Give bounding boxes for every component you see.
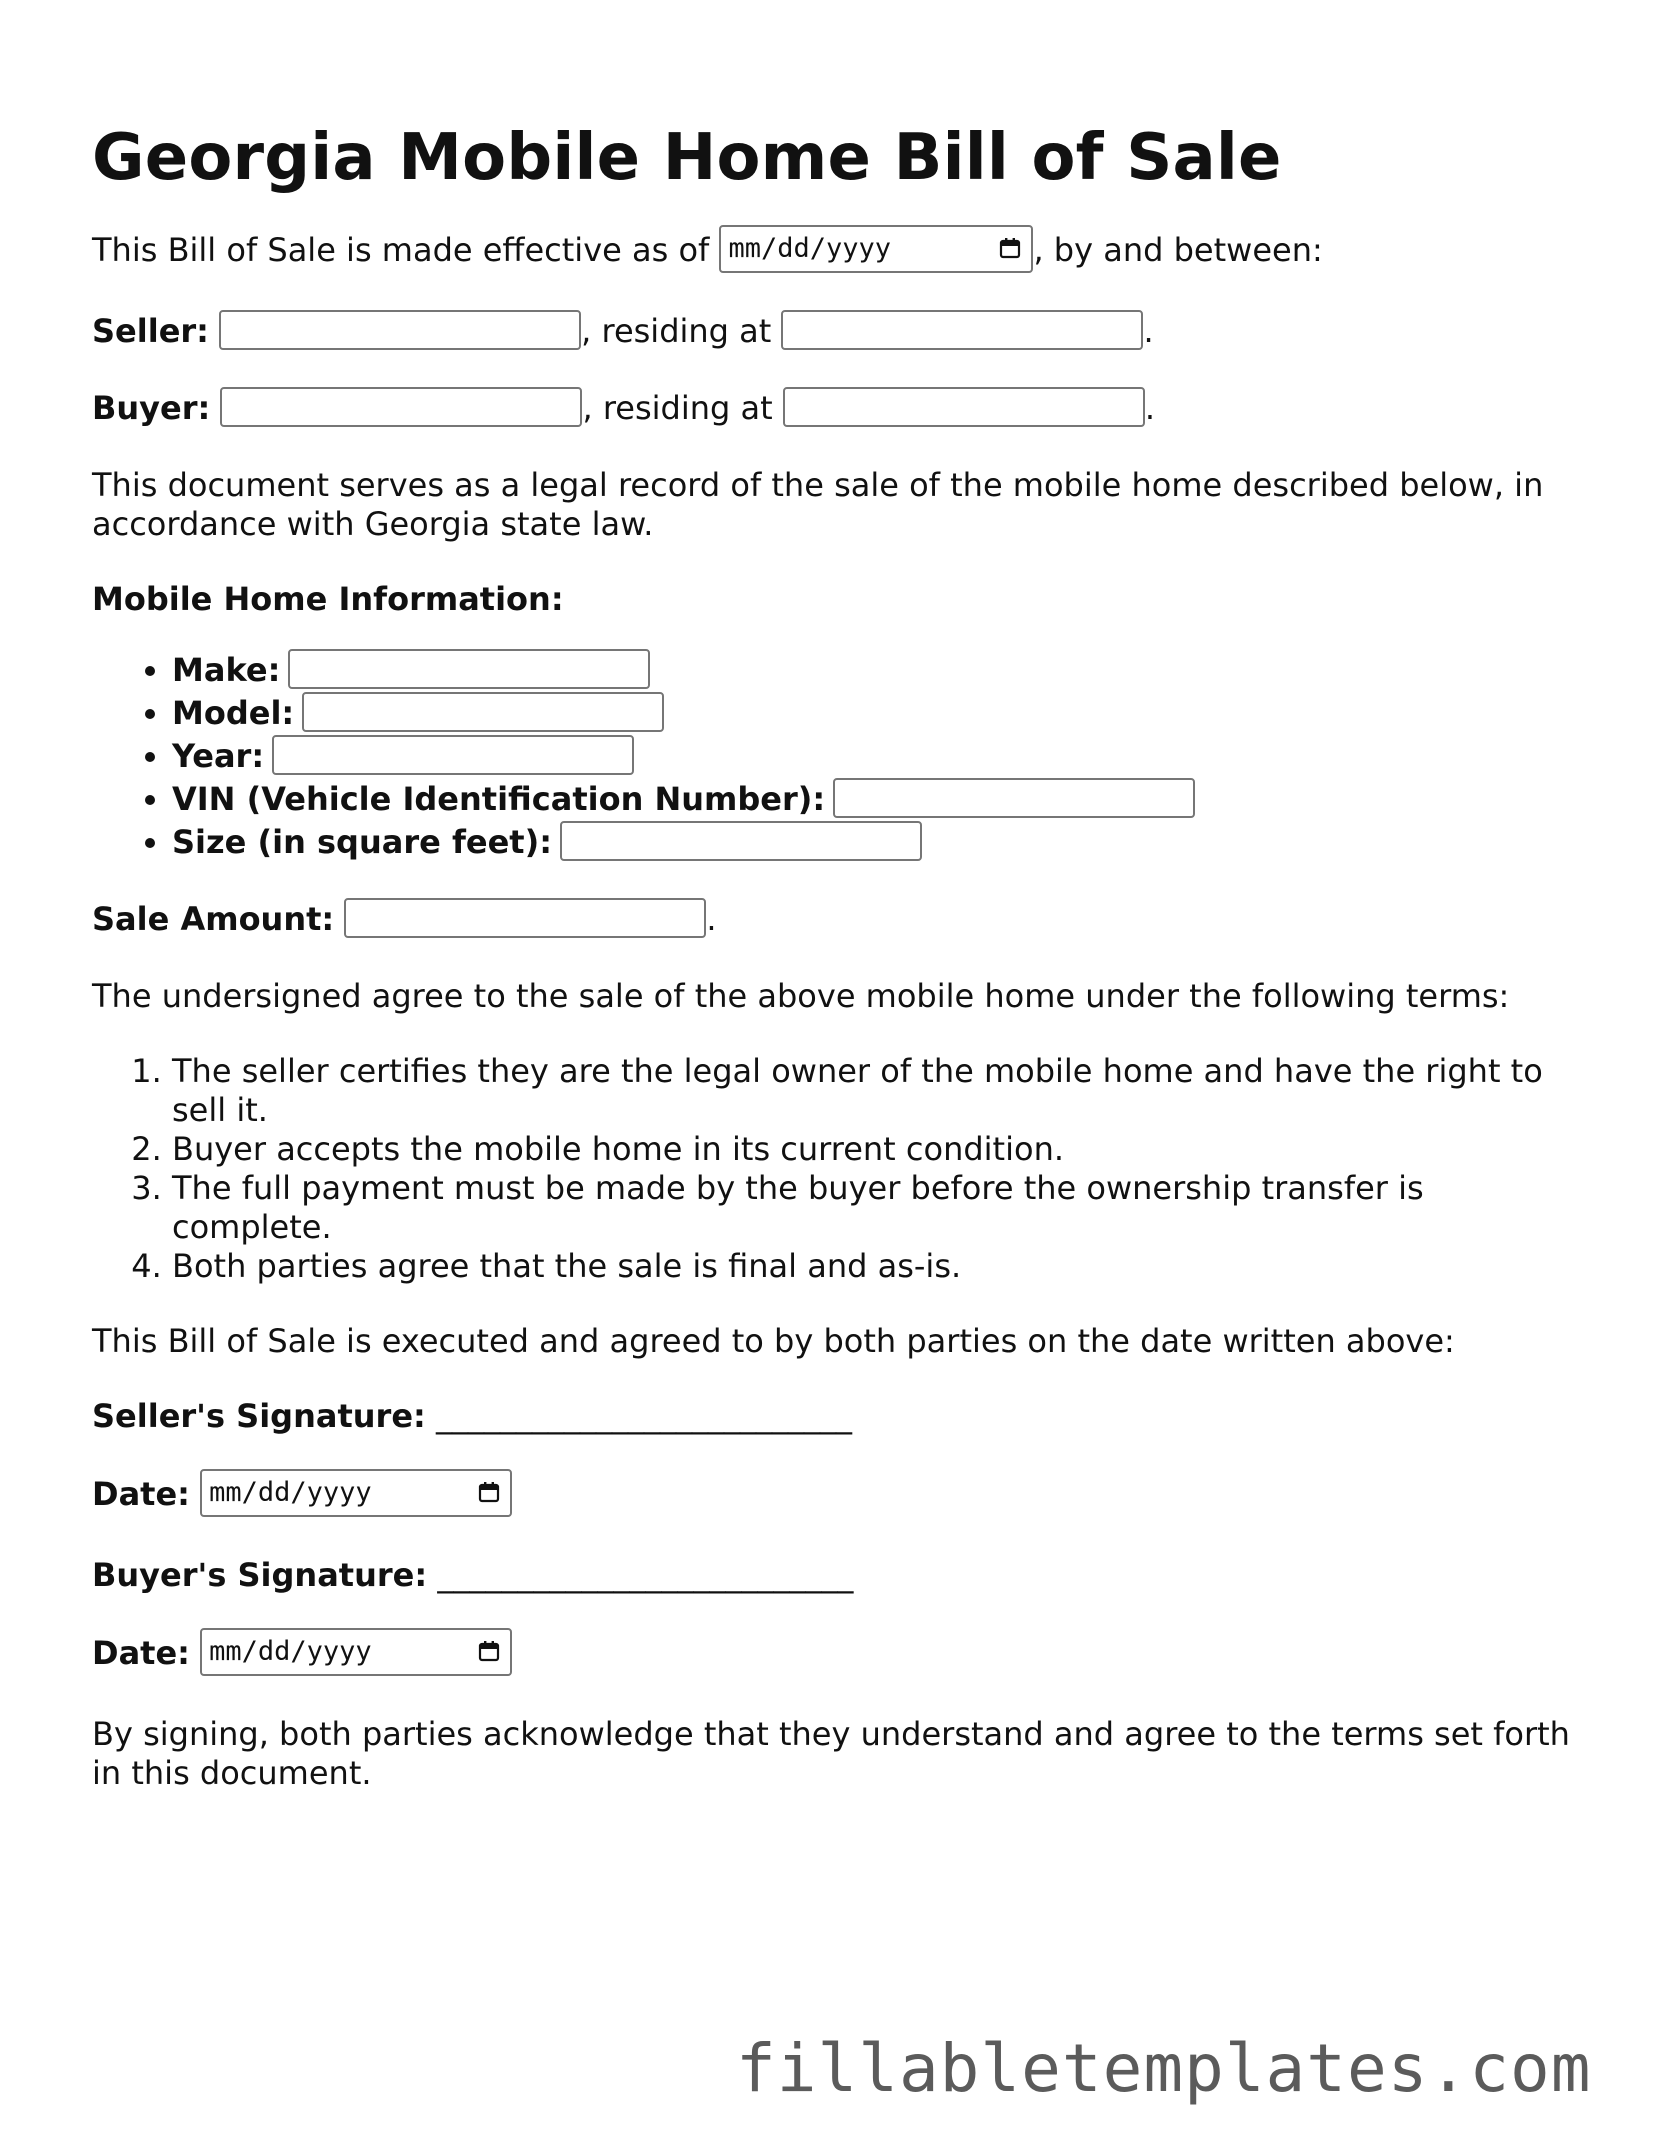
mobile-home-info-list <box>92 649 1592 864</box>
seller-signature-blank[interactable]: __________________________ <box>435 1397 852 1435</box>
calendar-icon[interactable] <box>999 237 1021 259</box>
sale-amount-label: Sale Amount: <box>92 900 335 938</box>
vin-input[interactable] <box>833 778 1195 818</box>
effective-date-placeholder: mm/dd/yyyy <box>728 233 892 264</box>
buyer-line <box>92 389 1592 430</box>
buyer-name-input[interactable] <box>220 387 582 427</box>
buyer-date-placeholder: mm/dd/yyyy <box>209 1636 372 1667</box>
seller-signature-line <box>92 1397 1592 1436</box>
seller-date-input[interactable] <box>200 1469 512 1517</box>
closing-paragraph: By signing, both parties acknowledge that they understand and agree to the terms set forth in this document. <box>92 1715 1570 1792</box>
effective-date-suffix: , by and between: <box>1033 231 1323 269</box>
seller-name-input[interactable] <box>219 310 581 350</box>
effective-date-prefix: This Bill of Sale is made effective as of <box>92 231 710 269</box>
list-item: 2. Buyer accepts the mobile home in its current condition. <box>172 1130 1592 1169</box>
terms-list <box>92 1052 1592 1286</box>
seller-line <box>92 312 1592 353</box>
seller-address-input[interactable] <box>781 310 1143 350</box>
calendar-icon[interactable] <box>478 1481 500 1503</box>
size-label: Size (in square feet): <box>172 823 552 861</box>
list-item <box>172 649 1592 692</box>
seller-date-line <box>92 1472 1592 1520</box>
buyer-address-input[interactable] <box>783 387 1145 427</box>
buyer-end-punct: . <box>1144 389 1155 427</box>
list-item <box>172 821 1592 864</box>
watermark: fillabletemplates.com <box>736 2030 1592 2107</box>
effective-date-input[interactable] <box>719 225 1033 273</box>
list-item <box>172 735 1592 778</box>
make-label: Make: <box>172 651 281 689</box>
sale-amount-end-punct: . <box>706 900 717 938</box>
buyer-signature-label: Buyer's Signature: <box>92 1556 428 1594</box>
list-item <box>172 778 1592 821</box>
seller-date-label: Date: <box>92 1475 190 1513</box>
buyer-date-input[interactable] <box>200 1628 512 1676</box>
model-input[interactable] <box>302 692 664 732</box>
make-input[interactable] <box>288 649 650 689</box>
buyer-residing-text: , residing at <box>582 389 773 427</box>
size-input[interactable] <box>560 821 922 861</box>
vin-label: VIN (Vehicle Identification Number): <box>172 780 826 818</box>
page-title: Georgia Mobile Home Bill of Sale <box>92 121 1282 195</box>
effective-date-line <box>92 228 1592 276</box>
buyer-date-line <box>92 1631 1592 1679</box>
seller-residing-text: , residing at <box>581 312 772 350</box>
mobile-home-heading-line <box>92 580 1592 619</box>
buyer-signature-line <box>92 1556 1592 1595</box>
seller-end-punct: . <box>1143 312 1154 350</box>
model-label: Model: <box>172 694 295 732</box>
mobile-home-heading: Mobile Home Information: <box>92 580 564 618</box>
description-paragraph: This document serves as a legal record of the sale of the mobile home described below, in accordance with Georgia state law. <box>92 466 1544 543</box>
list-item: 1. The seller certifies they are the legal owner of the mobile home and have the right to sell it. <box>172 1052 1592 1130</box>
year-input[interactable] <box>272 735 634 775</box>
seller-date-placeholder: mm/dd/yyyy <box>209 1477 372 1508</box>
terms-intro: The undersigned agree to the sale of the above mobile home under the following terms: <box>92 977 1510 1015</box>
document-page <box>92 118 1592 1829</box>
calendar-icon[interactable] <box>478 1640 500 1662</box>
seller-label: Seller: <box>92 312 209 350</box>
buyer-label: Buyer: <box>92 389 211 427</box>
sale-amount-line <box>92 900 1592 941</box>
sale-amount-input[interactable] <box>344 898 706 938</box>
execution-text: This Bill of Sale is executed and agreed to by both parties on the date written above: <box>92 1322 1455 1360</box>
seller-signature-label: Seller's Signature: <box>92 1397 426 1435</box>
buyer-date-label: Date: <box>92 1634 190 1672</box>
list-item <box>172 692 1592 735</box>
list-item: 4. Both parties agree that the sale is final and as-is. <box>172 1247 1592 1286</box>
list-item: 3. The full payment must be made by the buyer before the ownership transfer is complete. <box>172 1169 1592 1247</box>
buyer-signature-blank[interactable]: __________________________ <box>437 1556 854 1594</box>
year-label: Year: <box>172 737 265 775</box>
